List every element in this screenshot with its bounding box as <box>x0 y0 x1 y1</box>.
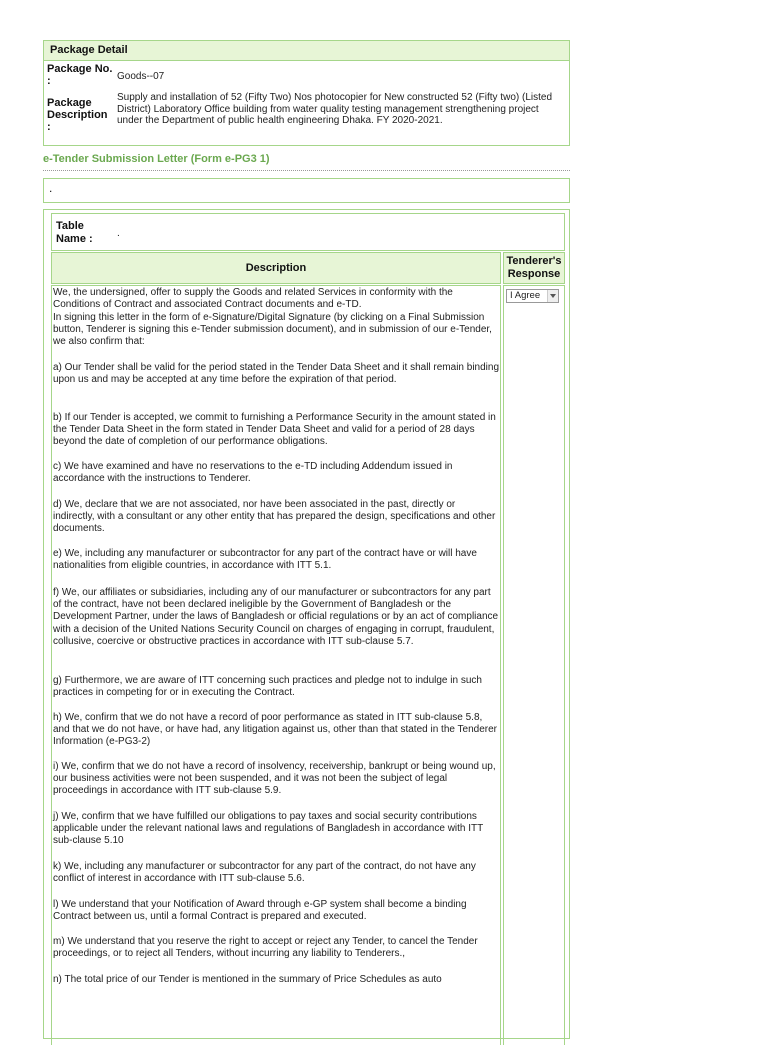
paragraph-a: a) Our Tender shall be valid for the period stated in the Tender Data Sheet and it shall remain binding upon us and may be accepted at any time before the expiration of that period. <box>53 362 500 386</box>
response-select-value: I Agree <box>510 290 541 301</box>
form-note-text: . <box>49 181 53 195</box>
description-cell <box>51 285 501 1045</box>
paragraph-f: f) We, our affiliates or subsidiaries, including any of our manufacturer or subcontractors for any part of the contract, have not been declared ineligible by the Government of Bangladesh or the Development Partner, under the laws of Bangladesh or official regulations or by an act of compliance with a decision of the United Nations Security Council on charges of engaging in corrupt, fraudulent, collusive, coercive or obstructive practices in accordance with ITT sub-clause 5.7. <box>53 587 499 647</box>
package-description-label: Package Description : <box>47 97 108 133</box>
paragraph-m: m) We understand that you reserve the right to accept or reject any Tender, to cancel the Tender proceedings, or to reject all Tenders, without incurring any liability to Tenderers., <box>53 936 478 960</box>
package-description-value: Supply and installation of 52 (Fifty Two) Nos photocopier for New constructed 52 (Fifty two) (Listed District) Laboratory Office building from water quality testing management strengthening project under the Department of public health engineering Dhaka. FY 2020-2021. <box>117 92 553 126</box>
paragraph-l: l) We understand that your Notification of Award through e-GP system shall become a binding Contract between us, until a formal Contract is prepared and executed. <box>53 899 467 923</box>
paragraph-e: e) We, including any manufacturer or subcontractor for any part of the contract have or will have nationalities from eligible countries, in accordance with ITT 5.1. <box>53 548 477 572</box>
package-no-value: Goods--07 <box>117 71 165 82</box>
chevron-down-icon[interactable] <box>547 290 558 302</box>
response-cell <box>503 285 565 1045</box>
paragraph-h: h) We, confirm that we do not have a record of poor performance as stated in ITT sub-clause 5.8, and that we do not have, or have had, any litigation against us, other than that stated in the Tenderer Information (e-PG3-2) <box>53 712 498 748</box>
paragraph-c: c) We have examined and have no reservations to the e-TD including Addendum issued in accordance with the instructions to Tenderer. <box>53 461 453 485</box>
paragraph-g: g) Furthermore, we are aware of ITT concerning such practices and pledge not to indulge in such practices in competing for or in executing the Contract. <box>53 675 482 699</box>
table-name-value: . <box>117 228 120 239</box>
paragraph-j: j) We, confirm that we have fulfilled our obligations to pay taxes and social security contributions applicable under the relevant national laws and regulations of Bangladesh in accordance with ITT sub-clause 5.10 <box>53 811 484 847</box>
form-note-box <box>43 178 570 203</box>
description-column-header: Description <box>51 252 501 284</box>
package-no-label: Package No. : <box>47 63 113 87</box>
paragraph-n: n) The total price of our Tender is mentioned in the summary of Price Schedules as auto <box>53 974 442 985</box>
paragraph-d: d) We, declare that we are not associated, nor have been associated in the past, directly or indirectly, with a consultant or any other entity that has prepared the design, specifications and other documents. <box>53 499 496 535</box>
paragraph-signing: In signing this letter in the form of e-Signature/Digital Signature (by clicking on a Final Submission button, Tenderer is signing this e-Tender submission document), and in submission of our e-Tender, we also confirm that: <box>53 312 492 348</box>
table-name-label: Table Name : <box>56 220 93 245</box>
paragraph-intro: We, the undersigned, offer to supply the Goods and related Services in conformity with the Conditions of Contract and associated Contract documents and e-TD. <box>53 287 453 311</box>
paragraph-i: i) We, confirm that we do not have a record of insolvency, receivership, bankrupt or being wound up, our business activities were not been suspended, and it was not been the subject of legal proceedings in accordance with ITT sub-clause 5.9. <box>53 761 496 797</box>
response-select[interactable] <box>506 289 559 303</box>
package-detail-panel <box>43 40 570 146</box>
package-detail-header: Package Detail <box>44 41 569 61</box>
paragraph-b: b) If our Tender is accepted, we commit to furnishing a Performance Security in the amount stated in the Tender Data Sheet in the form stated in Tender Data Sheet and valid for a period of 28 days beyond the date of completion of our performance obligations. <box>53 412 496 448</box>
response-column-header: Tenderer's Response <box>503 252 565 284</box>
paragraph-k: k) We, including any manufacturer or subcontractor for any part of the contract, do not have any conflict of interest in accordance with ITT sub-clause 5.6. <box>53 861 476 885</box>
submission-letter-title: e-Tender Submission Letter (Form e-PG3 1) <box>43 153 270 165</box>
table-name-row <box>51 213 565 251</box>
section-divider <box>43 170 570 171</box>
